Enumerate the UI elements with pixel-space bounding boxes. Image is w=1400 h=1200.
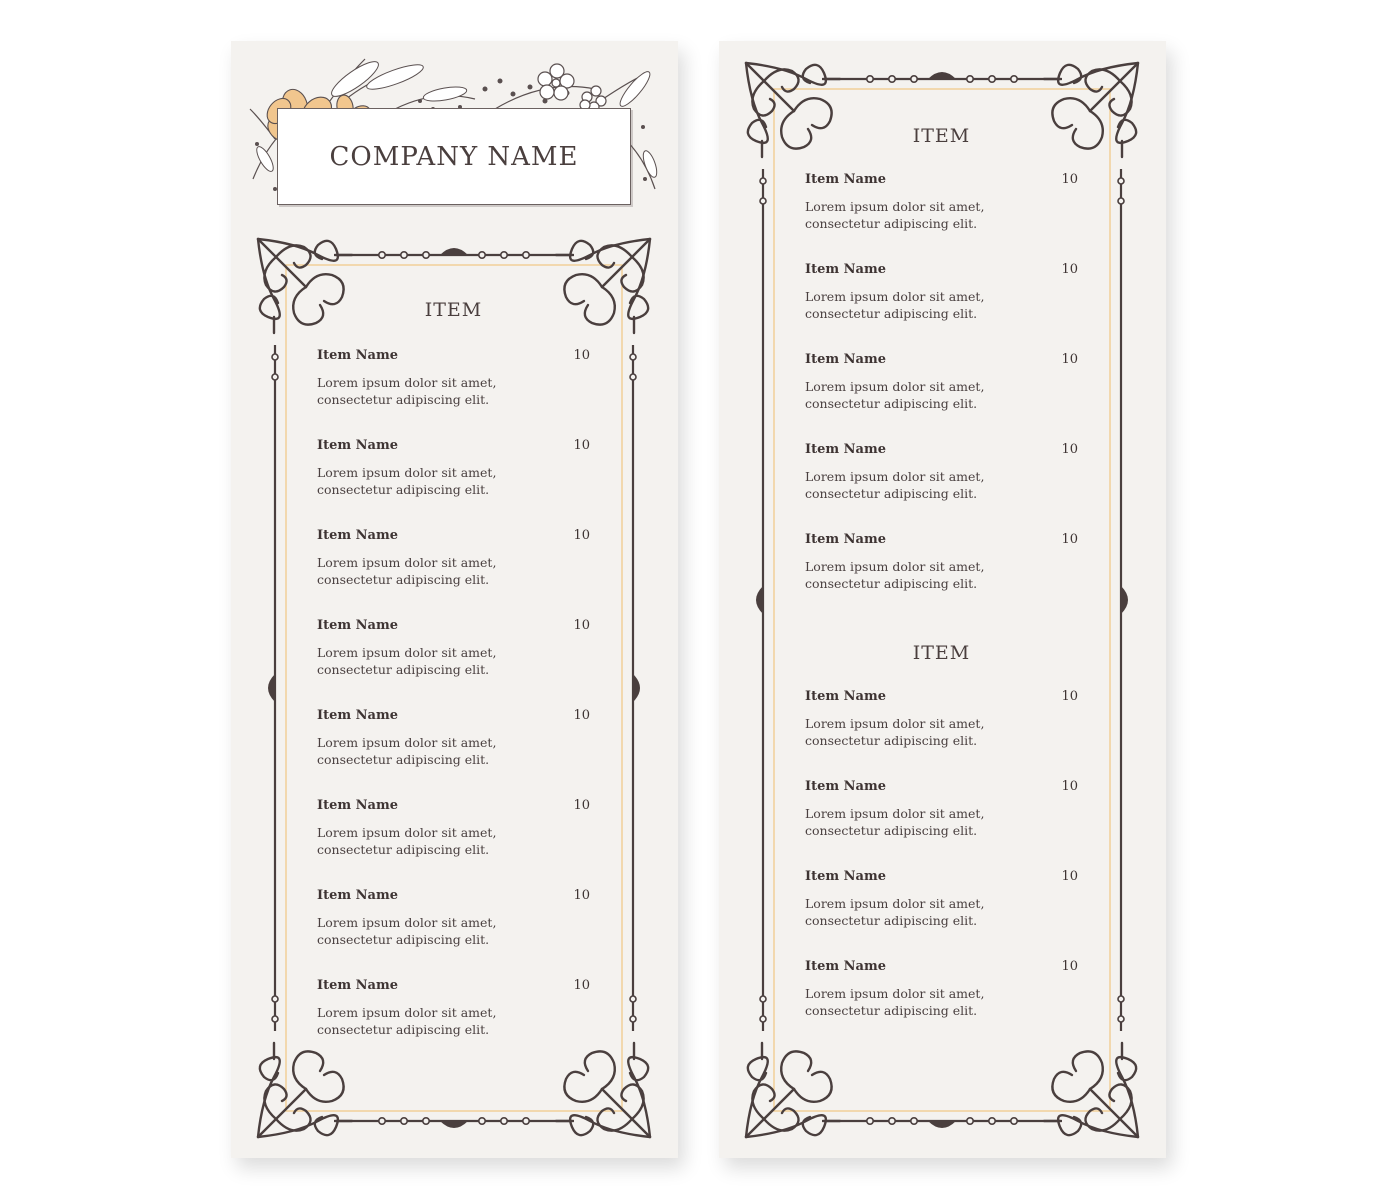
menu-item xyxy=(805,172,1078,242)
item-name: Item Name xyxy=(317,798,398,813)
menu-item xyxy=(317,348,590,418)
item-price: 10 xyxy=(1061,959,1078,974)
item-description: Lorem ipsum dolor sit amet, consectetur adipiscing elit. xyxy=(317,465,497,497)
item-description: Lorem ipsum dolor sit amet, consectetur adipiscing elit. xyxy=(805,716,985,748)
item-name: Item Name xyxy=(317,528,398,543)
item-name: Item Name xyxy=(317,438,398,453)
item-name: Item Name xyxy=(805,352,886,367)
item-price: 10 xyxy=(1061,532,1078,547)
menu-item xyxy=(317,798,590,868)
company-name: COMPANY NAME xyxy=(329,141,579,172)
item-name: Item Name xyxy=(805,262,886,277)
menu-page-left xyxy=(231,41,678,1158)
item-description: Lorem ipsum dolor sit amet, consectetur adipiscing elit. xyxy=(805,896,985,928)
item-description: Lorem ipsum dolor sit amet, consectetur adipiscing elit. xyxy=(317,1005,497,1037)
item-description: Lorem ipsum dolor sit amet, consectetur adipiscing elit. xyxy=(805,986,985,1018)
item-description: Lorem ipsum dolor sit amet, consectetur adipiscing elit. xyxy=(317,735,497,767)
item-description: Lorem ipsum dolor sit amet, consectetur adipiscing elit. xyxy=(805,379,985,411)
item-description: Lorem ipsum dolor sit amet, consectetur adipiscing elit. xyxy=(805,806,985,838)
item-description: Lorem ipsum dolor sit amet, consectetur adipiscing elit. xyxy=(317,825,497,857)
menu-item xyxy=(805,689,1078,759)
item-price: 10 xyxy=(573,438,590,453)
item-name: Item Name xyxy=(317,708,398,723)
item-price: 10 xyxy=(573,528,590,543)
item-name: Item Name xyxy=(805,869,886,884)
item-price: 10 xyxy=(1061,869,1078,884)
item-description: Lorem ipsum dolor sit amet, consectetur adipiscing elit. xyxy=(317,645,497,677)
item-price: 10 xyxy=(1061,352,1078,367)
item-description: Lorem ipsum dolor sit amet, consectetur adipiscing elit. xyxy=(805,289,985,321)
item-price: 10 xyxy=(573,708,590,723)
item-description: Lorem ipsum dolor sit amet, consectetur adipiscing elit. xyxy=(805,469,985,501)
menu-item xyxy=(805,442,1078,512)
item-price: 10 xyxy=(573,978,590,993)
item-description: Lorem ipsum dolor sit amet, consectetur adipiscing elit. xyxy=(317,915,497,947)
menu-item xyxy=(317,708,590,778)
item-price: 10 xyxy=(1061,779,1078,794)
item-price: 10 xyxy=(1061,442,1078,457)
section-title: ITEM xyxy=(912,642,971,664)
item-price: 10 xyxy=(573,348,590,363)
item-name: Item Name xyxy=(805,532,886,547)
menu-item xyxy=(317,528,590,598)
item-description: Lorem ipsum dolor sit amet, consectetur adipiscing elit. xyxy=(805,199,985,231)
item-price: 10 xyxy=(573,798,590,813)
item-price: 10 xyxy=(1061,689,1078,704)
menu-item xyxy=(805,262,1078,332)
item-description: Lorem ipsum dolor sit amet, consectetur adipiscing elit. xyxy=(317,555,497,587)
item-name: Item Name xyxy=(805,959,886,974)
menu-item xyxy=(317,438,590,508)
menu-item xyxy=(805,959,1078,1029)
menu-item xyxy=(317,888,590,958)
menu-item xyxy=(805,779,1078,849)
item-name: Item Name xyxy=(805,779,886,794)
item-price: 10 xyxy=(573,888,590,903)
menu-item xyxy=(317,618,590,688)
item-price: 10 xyxy=(1061,172,1078,187)
menu-item xyxy=(805,532,1078,602)
item-description: Lorem ipsum dolor sit amet, consectetur adipiscing elit. xyxy=(805,559,985,591)
menu-item xyxy=(805,869,1078,939)
company-name-box xyxy=(277,108,631,205)
menu-item xyxy=(317,978,590,1048)
item-price: 10 xyxy=(1061,262,1078,277)
item-name: Item Name xyxy=(317,888,398,903)
item-name: Item Name xyxy=(805,172,886,187)
menu-page-right xyxy=(719,41,1166,1158)
section-title: ITEM xyxy=(912,125,971,147)
menu-item xyxy=(805,352,1078,422)
item-price: 10 xyxy=(573,618,590,633)
item-name: Item Name xyxy=(805,442,886,457)
item-name: Item Name xyxy=(805,689,886,704)
item-description: Lorem ipsum dolor sit amet, consectetur adipiscing elit. xyxy=(317,375,497,407)
item-name: Item Name xyxy=(317,618,398,633)
section-title: ITEM xyxy=(424,299,483,321)
item-name: Item Name xyxy=(317,348,398,363)
item-name: Item Name xyxy=(317,978,398,993)
